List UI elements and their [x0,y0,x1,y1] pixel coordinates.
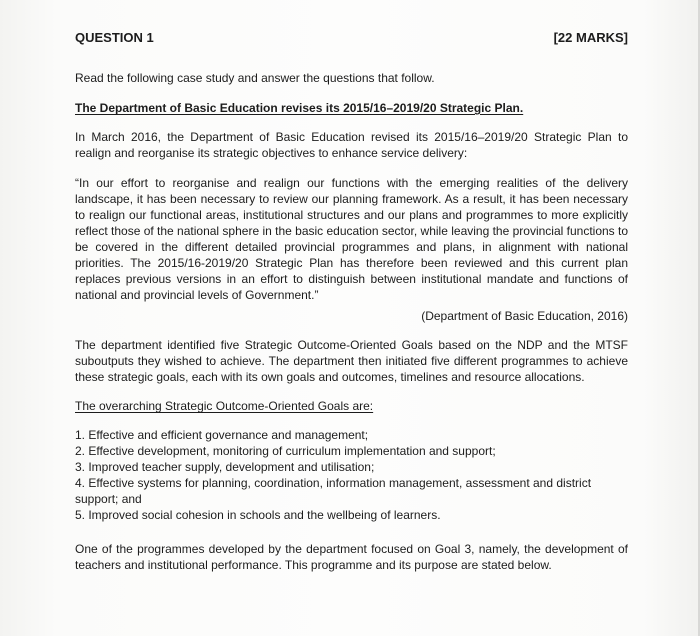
quote-paragraph: “In our effort to reorganise and realign our functions with the emerging realities of the delivery landscape, it has been necessary to review our planning framework. As a result, it has been necessary to realign our functional areas, institutional structures and our plans and programmes to more explicitly reflect those of the national sphere in the basic education sector, while leaving the provincial functions to be covered in the different detailed provincial programmes and plans, in alignment with national priorities. The 2015/16-2019/20 Strategic Plan has therefore been reviewed and this current plan replaces previous versions in an effort to distinguish between institutional mandate and functions of national and provincial levels of Government.” [75,176,629,302]
goals-heading: The overarching Strategic Outcome-Oriented Goals are: [75,399,374,413]
goal-item: 3. Improved teacher supply, development and utilisation; [75,460,375,474]
case-study-title: The Department of Basic Education revises its 2015/16–2019/20 Strategic Plan. [75,101,524,115]
goals-intro-paragraph: The department identified five Strategic Outcome-Oriented Goals based on the NDP and the MTSF suboutputs they wished to achieve. The department then initiated five different programmes to achieve these strategic goals, each with its own goals and outcomes, timelines and resource allocations. [75,338,628,384]
goals-list [75,427,628,523]
question-header [75,30,628,48]
question-label: QUESTION 1 [75,30,154,45]
closing-paragraph: One of the programmes developed by the department focused on Goal 3, namely, the development of teachers and institutional performance. This programme and its purpose are stated below. [75,542,628,572]
instructions: Read the following case study and answer the questions that follow. [75,71,435,85]
goal-item: 5. Improved social cohesion in schools and the wellbeing of learners. [75,508,441,522]
document-content [75,24,628,573]
question-marks: [22 MARKS] [553,30,628,45]
goal-item: 1. Effective and efficient governance and management; [75,428,369,442]
goal-item: 4. Effective systems for planning, coordination, information management, assessment and district support; and [75,476,592,506]
goal-item: 2. Effective development, monitoring of curriculum implementation and support; [75,444,496,458]
intro-paragraph: In March 2016, the Department of Basic Education revised its 2015/16–2019/20 Strategic Plan to realign and reorganise its strategic objectives to enhance service delivery: [75,130,628,160]
citation: (Department of Basic Education, 2016) [421,309,628,323]
